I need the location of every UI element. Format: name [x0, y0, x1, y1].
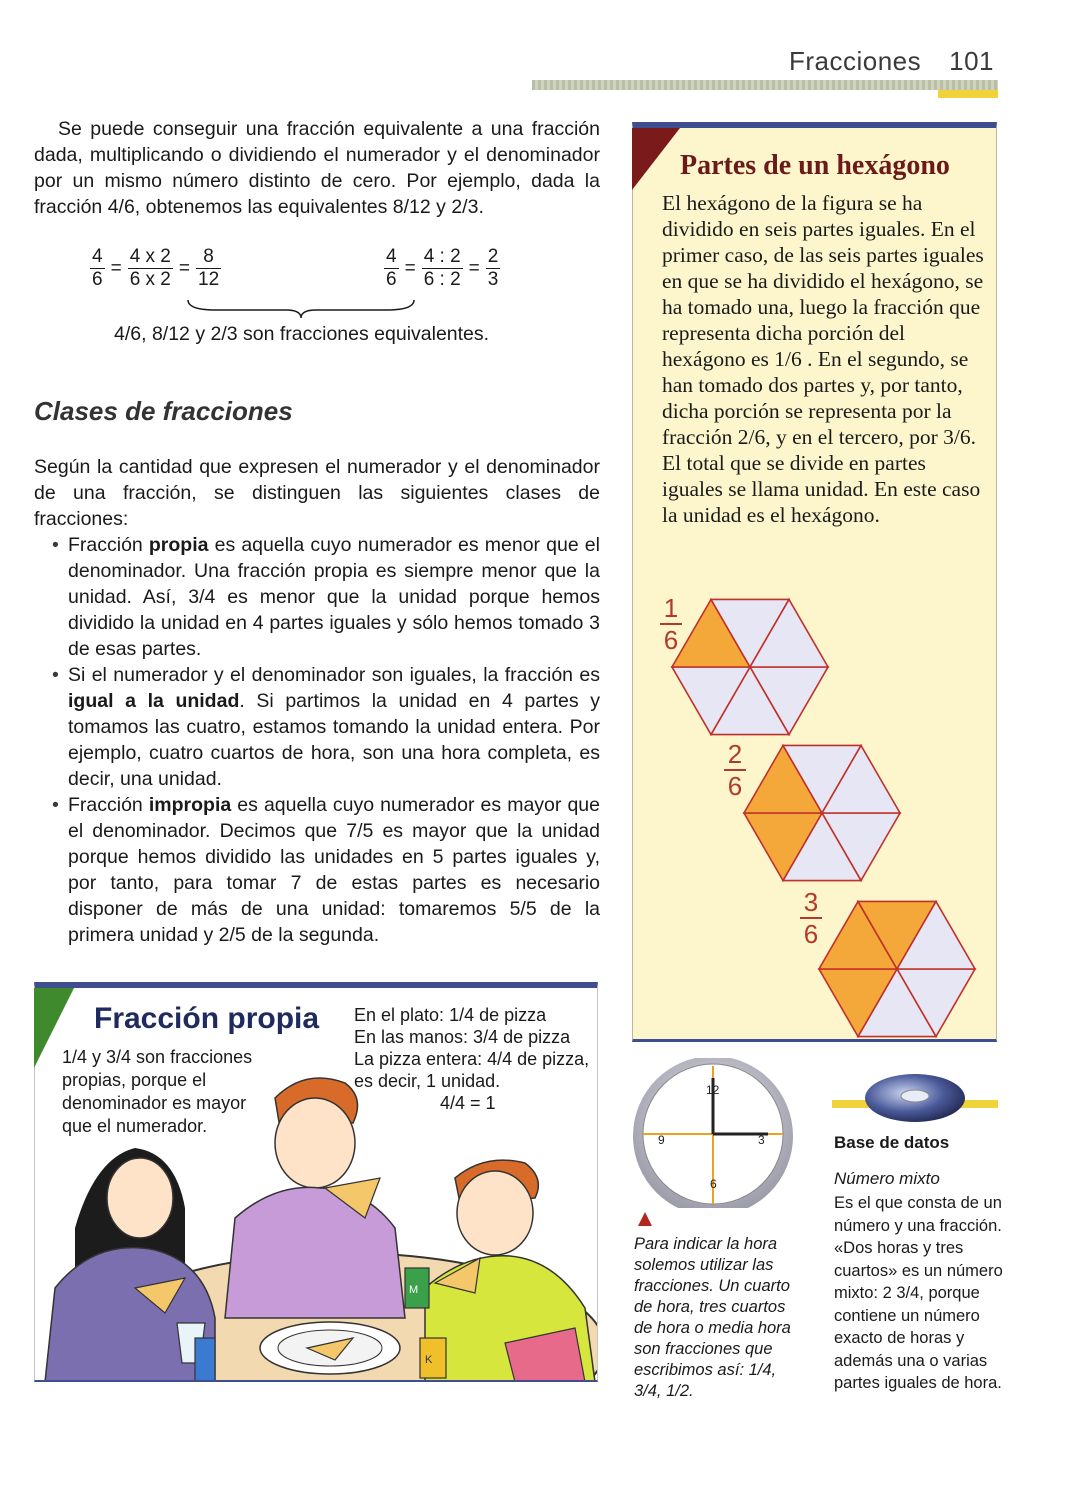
- corner-decoration: [632, 128, 680, 190]
- fraction-label-3-6: 3 6: [800, 888, 822, 948]
- fraction: $\frac{4}{6}$: [386, 246, 397, 290]
- hexagon-text: El hexágono de la figura se ha dividido en seis partes iguales. En el primer caso, de las seis partes iguales en que se ha dividido el hexágono, se ha tomado una, luego la fracción que representa dicha porción del hexágono es 1/6 . En el segundo, se han tomado dos partes y, por tanto, dicha porción se representa por la fracción 2/6, y en el tercero, por 3/6. El total que se divide en partes iguales se llama unidad. En este caso la unidad es el hexágono.: [662, 191, 984, 527]
- section-heading: Clases de fracciones: [34, 396, 293, 426]
- hexagon-three-sixths: [815, 898, 979, 1040]
- fraction: $\frac{4}{6}$: [92, 246, 103, 290]
- clock-number-12: 12: [706, 1083, 720, 1097]
- explanation-line: La pizza entera: 4/4 de pizza, es decir, 1 unidad.: [354, 1049, 590, 1091]
- propia-text: 1/4 y 3/4 son fracciones propias, porque el denominador es mayor que el numerador.: [62, 1047, 253, 1136]
- clock-illustration: [628, 1058, 798, 1208]
- explanation-line: En el plato: 1/4 de pizza: [354, 1005, 547, 1025]
- clock-number-9: 9: [658, 1133, 665, 1147]
- database-title: Base de datos: [834, 1133, 950, 1152]
- header-band: [532, 80, 998, 90]
- intro-paragraph: Se puede conseguir una fracción equivalente a una fracción dada, multiplicando o dividiendo el numerador y el denominador por un mismo número distinto de cero. Por ejemplo, dada la fracción 4/6, obtenemos las equivalentes 8/12 y 2/3.: [34, 118, 600, 218]
- database-text: Es el que consta de un número y una fracción. «Dos horas y tres cuartos» es un número mixto: 2 3/4, porque contiene un número exacto de horas y además una o varias partes iguales de hora.: [834, 1194, 1003, 1392]
- formula-division: $\frac{4}{6}$ = $\frac{4 : 2}{6 : 2}$ = $\frac{2}{3}$: [386, 246, 499, 290]
- database-subtitle: Número mixto: [834, 1169, 940, 1188]
- pizza-explanation: [354, 1004, 590, 1114]
- cd-disc-icon: [860, 1068, 970, 1128]
- fraction: $\frac{8}{12}$: [198, 246, 220, 290]
- yellow-can-label: K: [425, 1354, 433, 1366]
- fraction: $\frac{4 x 2}{6 x 2}$: [129, 246, 171, 290]
- fraction-label-1-6: 1 6: [660, 594, 682, 654]
- curly-brace: [186, 298, 416, 320]
- classes-intro: Según la cantidad que expresen el numerador y el denominador de una fracción, se distinguen las siguientes clases de fracciones:: [34, 456, 600, 530]
- list-item-impropia: • Fracción impropia es aquella cuyo numerador es mayor que el denominador. Decimos que 7/5 es mayor que la unidad porque hemos dividido las unidades en 5 partes iguales y, por tanto, para tomar 7 de estas partes es necesario disponer de más de una unidad: tomaremos 5/5 de la primera unidad y 2/5 de la segunda.: [48, 792, 600, 948]
- list-item-unidad: • Si el numerador y el denominador son iguales, la fracción es igual a la unidad. Si partimos la unidad en 4 partes y tomamos las cuatro, estamos tomando la unidad entera. Por ejemplo, cuatro cuartos de hora, son una hora completa, es decir, una unidad.: [48, 662, 600, 792]
- green-can-label: M: [409, 1284, 419, 1296]
- running-header: [789, 46, 994, 77]
- fraction: $\frac{4 : 2}{6 : 2}$: [423, 246, 461, 290]
- fraction: $\frac{2}{3}$: [487, 246, 499, 290]
- header-accent: [938, 90, 998, 98]
- clock-number-3: 3: [758, 1133, 765, 1147]
- header-title: Fracciones: [788, 46, 922, 76]
- list-item-propia: • Fracción propia es aquella cuyo numerador es menor que el denominador. Una fracción propia es siempre menor que la unidad. Así, 3/4 es menor que la unidad porque hemos dividido la unidad en 4 partes iguales y sólo hemos tomado 3 de esas partes.: [48, 532, 600, 662]
- clock-number-6: 6: [710, 1177, 717, 1191]
- hexagon-one-sixth: [668, 596, 832, 738]
- explanation-line: En las manos: 3/4 de pizza: [354, 1027, 571, 1047]
- page-number: 101: [949, 46, 994, 76]
- caption-marker-icon: [638, 1212, 652, 1226]
- fraction-classes-list: [48, 532, 600, 948]
- formula-multiplication: $\frac{4}{6}$ = $\frac{4 x 2}{6 x 2}$ = $\frac{8}{12}$: [92, 246, 220, 290]
- clock-caption: Para indicar la hora solemos utilizar las fracciones. Un cuarto de hora, tres cuartos de hora o media hora son fracciones que escribimos así: 1/4, 3/4, 1/2.: [634, 1235, 791, 1400]
- fraction-label-2-6: 2 6: [724, 740, 746, 800]
- hexagon-title: Partes de un hexágono: [680, 150, 950, 181]
- explanation-result: 4/4 = 1: [440, 1093, 496, 1113]
- equivalent-note: 4/6, 8/12 y 2/3 son fracciones equivalentes.: [114, 323, 490, 345]
- hexagon-two-sixths: [740, 742, 904, 884]
- propia-title: Fracción propia: [94, 1002, 320, 1035]
